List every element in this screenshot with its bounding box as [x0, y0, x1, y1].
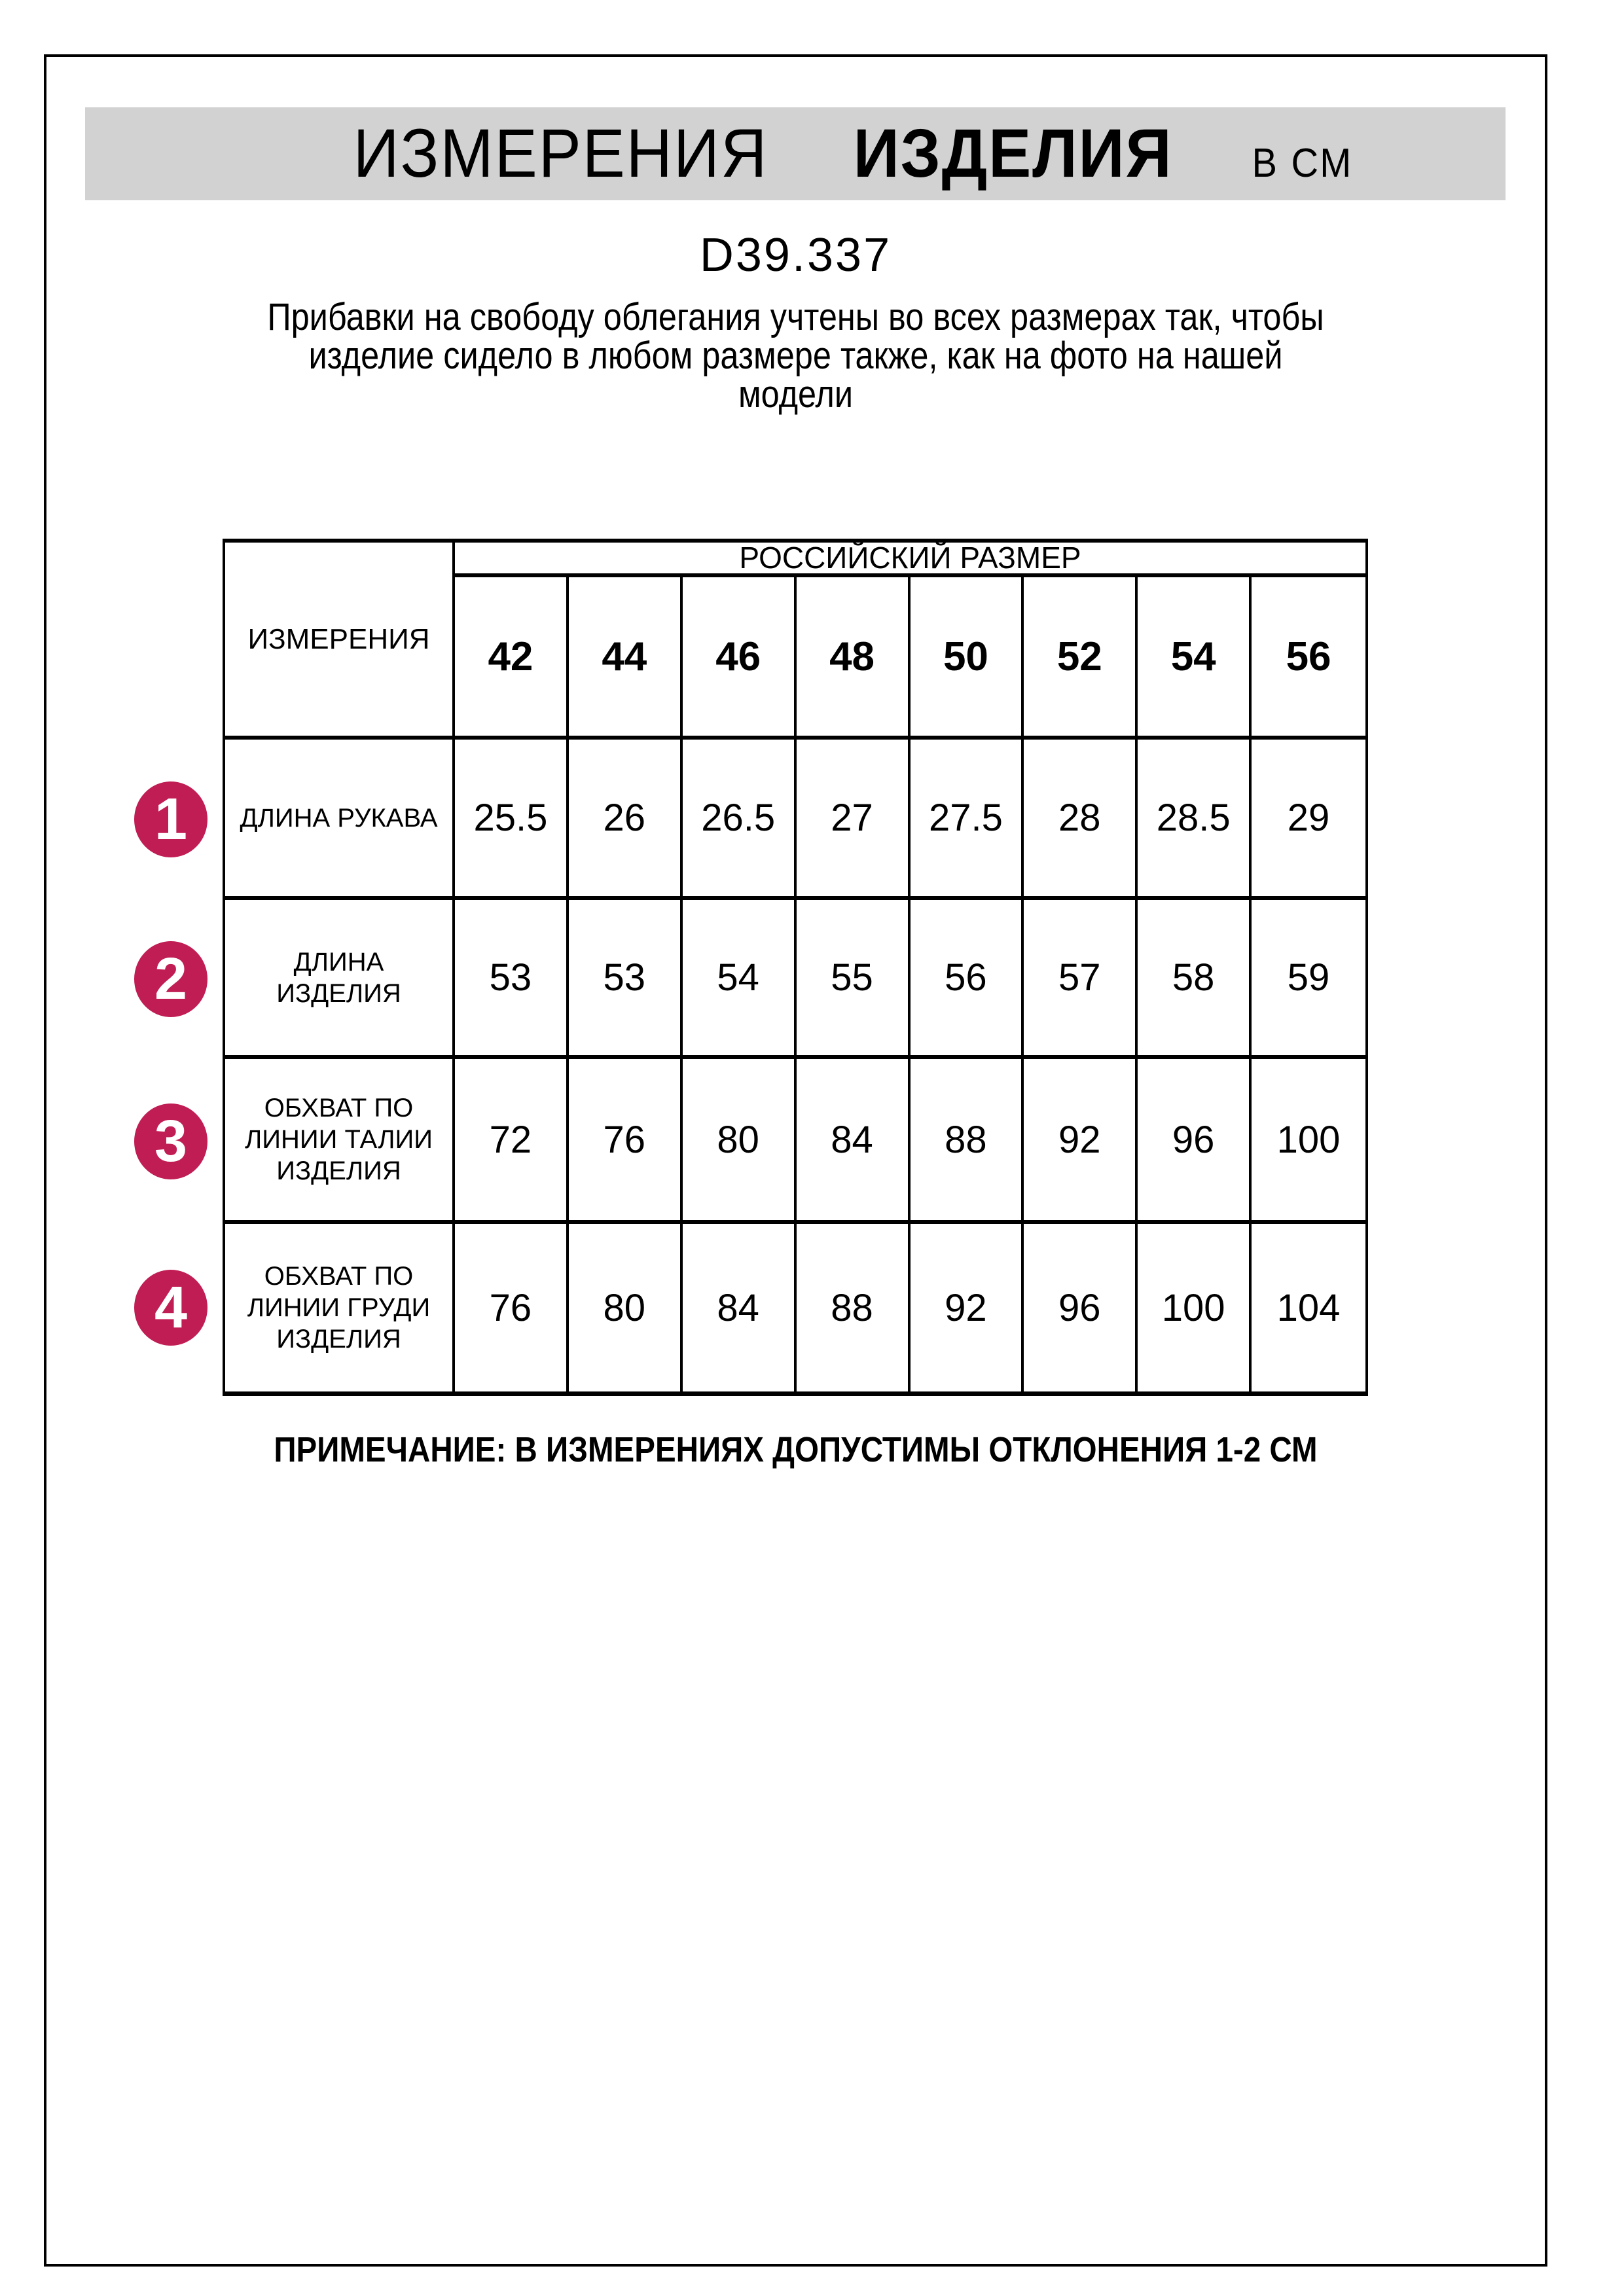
value-cell: 76	[569, 1059, 683, 1224]
intro-line-2: изделие сидело в любом размере также, как на фото на нашей	[308, 334, 1283, 377]
value-cell: 80	[683, 1059, 797, 1224]
title-units-label: В СМ	[1252, 141, 1353, 186]
value-cell: 29	[1252, 740, 1365, 900]
value-cell: 104	[1276, 1286, 1341, 1329]
row-label-chest-girth	[225, 1224, 455, 1391]
value-cell: 80	[569, 1224, 683, 1391]
value-cell: 100	[1138, 1224, 1252, 1391]
row-label-line: ЛИНИИ ТАЛИИ	[245, 1125, 433, 1154]
value-cell: 92	[1024, 1059, 1138, 1224]
value-cell: 76	[455, 1224, 569, 1391]
russian-size-header: РОССИЙСКИЙ РАЗМЕР	[455, 543, 1365, 577]
article-code: D39.337	[699, 229, 892, 281]
value-cell: 57	[1024, 900, 1138, 1059]
value-cell: 53	[569, 900, 683, 1059]
value-cell: 26	[569, 740, 683, 900]
size-header-44: 44	[569, 577, 683, 740]
value-cell: 28	[1024, 740, 1138, 900]
corner-header: ИЗМЕРЕНИЯ	[225, 543, 455, 740]
row-label-line: ИЗДЕЛИЯ	[276, 1157, 401, 1185]
title-banner	[85, 107, 1506, 200]
tolerance-note: ПРИМЕЧАНИЕ: В ИЗМЕРЕНИЯХ ДОПУСТИМЫ ОТКЛОНЕНИЯ 1-2 СМ	[274, 1430, 1318, 1469]
row-label-line: ДЛИНА	[293, 947, 384, 977]
size-header-56: 56	[1252, 577, 1365, 740]
value-cell: 100	[1252, 1059, 1365, 1224]
size-header-42: 42	[455, 577, 569, 740]
row-label-waist-girth	[225, 1059, 455, 1224]
value-cell: 92	[911, 1224, 1024, 1391]
row-number-badge-2: 2	[134, 941, 208, 1017]
value-cell: 88	[911, 1059, 1024, 1224]
title-word-measurements: ИЗМЕРЕНИЯ	[353, 115, 768, 192]
value-cell: 84	[797, 1059, 911, 1224]
value-cell: 25.5	[455, 740, 569, 900]
row-label-product-length	[225, 900, 455, 1059]
title-word-product: ИЗДЕЛИЯ	[853, 115, 1173, 192]
row-label-line: ОБХВАТ ПО	[264, 1262, 414, 1291]
value-cell: 96	[1024, 1224, 1138, 1391]
size-header-48: 48	[797, 577, 911, 740]
value-cell: 72	[455, 1059, 569, 1224]
value-cell: 26.5	[683, 740, 797, 900]
value-cell: 84	[683, 1224, 797, 1391]
value-cell: 27	[797, 740, 911, 900]
page-title	[353, 115, 1353, 193]
row-number-badge-4: 4	[134, 1270, 208, 1346]
size-header-52: 52	[1024, 577, 1138, 740]
row-number-badge-3: 3	[134, 1103, 208, 1179]
row-label-line: ДЛИНА РУКАВА	[240, 803, 438, 833]
value-cell: 28.5	[1138, 740, 1252, 900]
intro-line-1: Прибавки на свободу облегания учтены во всех размерах так, чтобы	[267, 296, 1324, 338]
value-cell: 58	[1138, 900, 1252, 1059]
row-number-badge-1: 1	[134, 781, 208, 857]
value-cell: 54	[683, 900, 797, 1059]
value-cell: 55	[797, 900, 911, 1059]
size-header-50: 50	[911, 577, 1024, 740]
size-table	[223, 539, 1368, 1396]
row-label-line: ЛИНИИ ГРУДИ	[247, 1293, 431, 1322]
intro-paragraph	[141, 298, 1449, 414]
value-cell: 96	[1138, 1059, 1252, 1224]
value-cell: 59	[1252, 900, 1365, 1059]
value-cell: 88	[797, 1224, 911, 1391]
size-header-54: 54	[1138, 577, 1252, 740]
value-cell: 27.5	[911, 740, 1024, 900]
value-cell: 56	[911, 900, 1024, 1059]
row-label-sleeve-length	[225, 740, 455, 900]
value-cell: 53	[455, 900, 569, 1059]
row-label-line: ИЗДЕЛИЯ	[276, 1325, 401, 1354]
intro-line-3: модели	[738, 373, 854, 416]
row-label-line: ИЗДЕЛИЯ	[276, 978, 401, 1008]
row-label-line: ОБХВАТ ПО	[264, 1094, 414, 1122]
size-header-46: 46	[683, 577, 797, 740]
